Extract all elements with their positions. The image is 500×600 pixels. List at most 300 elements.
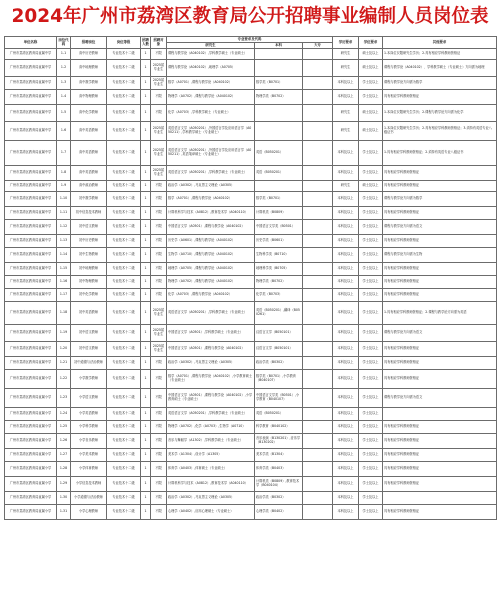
cell-college [303, 263, 333, 276]
cell-unit: 广州市荔湾区教育局直属中学 [5, 60, 57, 77]
cell-bachelor: 中国语言文学类（B0501） [255, 220, 303, 235]
cell-code: 1-22 [57, 370, 71, 389]
cell-college [303, 408, 333, 421]
cell-graduate: 音乐与舞蹈学（A1302）,学科教学硕士（专业硕士） [167, 434, 255, 449]
cell-college [303, 449, 333, 462]
table-row [5, 192, 497, 207]
cell-unit: 广州市荔湾区教育局直属中学 [5, 357, 57, 370]
cell-target: 不限 [151, 477, 167, 492]
cell-other: 具有相应学科教师资格证 [383, 449, 497, 462]
cell-college [303, 77, 333, 90]
cell-bachelor: 英语（B050201） [255, 141, 303, 166]
cell-bachelor: 体育学类（B0403） [255, 462, 303, 477]
cell-code: 1-8 [57, 166, 71, 181]
table-row [5, 389, 497, 408]
cell-graduate: 物理学（A0702）,课程与教学论（A040102） [167, 276, 255, 289]
header-post-level: 岗位等级 [107, 37, 141, 49]
cell-target: 不限 [151, 505, 167, 520]
cell-degree: 硕士及以上 [359, 49, 383, 60]
cell-college [303, 235, 333, 248]
header-recruit-target: 招聘对象 [151, 37, 167, 49]
cell-code: 1-29 [57, 477, 71, 492]
cell-unit: 广州市荔湾区教育局直属小学 [5, 505, 57, 520]
post-table [4, 36, 497, 520]
cell-bachelor [255, 122, 303, 141]
cell-level: 专业技术十二级 [107, 434, 141, 449]
cell-graduate: 英语语言文学（A050201）,学科教学硕士（专业硕士） [167, 166, 255, 181]
cell-college [303, 220, 333, 235]
cell-college [303, 289, 333, 302]
cell-degree: 学士及以上 [359, 389, 383, 408]
cell-code: 1-3 [57, 77, 71, 90]
cell-graduate: 政治学（A0302）,马克思主义理论（A0305） [167, 181, 255, 192]
cell-degree: 学士及以上 [359, 492, 383, 505]
cell-bachelor: 政治学类（B0302） [255, 357, 303, 370]
cell-other: 1.本岗位仅限研究生学历；2.具有相应学科教师资格证；3.须持有英语专业八级证书 [383, 122, 497, 141]
cell-post: 小学音乐教师 [71, 434, 107, 449]
cell-education: 本科及以上 [333, 342, 359, 357]
cell-other: 具有相应学科教师资格证 [383, 370, 497, 389]
cell-target: 2025届毕业生 [151, 60, 167, 77]
cell-college [303, 181, 333, 192]
header-post-code: 岗位代码 [57, 37, 71, 49]
cell-code: 1-11 [57, 207, 71, 220]
cell-num: 1 [141, 49, 151, 60]
table-row [5, 408, 497, 421]
cell-education: 本科及以上 [333, 192, 359, 207]
cell-code: 1-4 [57, 90, 71, 105]
cell-num: 1 [141, 77, 151, 90]
table-row [5, 477, 497, 492]
cell-unit: 广州市荔湾区教育局直属中学 [5, 207, 57, 220]
cell-post: 小学科学教师 [71, 421, 107, 434]
cell-code: 1-30 [57, 492, 71, 505]
table-row [5, 492, 497, 505]
cell-num: 1 [141, 370, 151, 389]
cell-post: 高中历史教师 [71, 49, 107, 60]
cell-num: 1 [141, 122, 151, 141]
cell-num: 1 [141, 276, 151, 289]
cell-unit: 广州市荔湾区教育局直属中学 [5, 166, 57, 181]
table-row [5, 302, 497, 325]
cell-unit: 广州市荔湾区教育局直属中学 [5, 105, 57, 122]
cell-education: 本科及以上 [333, 492, 359, 505]
cell-code: 1-13 [57, 235, 71, 248]
cell-code: 1-27 [57, 449, 71, 462]
cell-college [303, 342, 333, 357]
cell-post: 初中物理教师 [71, 276, 107, 289]
cell-other: 1.具有相应学科教师资格证；2.须持有英语专业八级证书 [383, 141, 497, 166]
cell-college [303, 49, 333, 60]
table-row [5, 325, 497, 342]
cell-code: 1-18 [57, 302, 71, 325]
cell-post: 高中地理教师 [71, 60, 107, 77]
cell-unit: 广州市荔湾区教育局直属小学 [5, 434, 57, 449]
cell-graduate: 物理学（A0702）,化学（A0703）,生物学（A0710） [167, 421, 255, 434]
cell-college [303, 90, 333, 105]
cell-level: 专业技术十二级 [107, 49, 141, 60]
cell-other: 具有相应学科教师资格证 [383, 207, 497, 220]
cell-graduate: 化学（A0703）,课程与教学论（A040102） [167, 289, 255, 302]
cell-degree: 学士及以上 [359, 77, 383, 90]
table-row [5, 289, 497, 302]
table-row [5, 235, 497, 248]
header-degree: 学位要求 [359, 37, 383, 49]
table-row [5, 342, 497, 357]
cell-post: 初中道德与法治教师 [71, 357, 107, 370]
cell-unit: 广州市荔湾区教育局直属中学 [5, 248, 57, 263]
table-row [5, 122, 497, 141]
cell-unit: 广州市荔湾区教育局直属小学 [5, 421, 57, 434]
cell-education: 本科及以上 [333, 462, 359, 477]
cell-post: 小学体育教师 [71, 462, 107, 477]
cell-target: 不限 [151, 207, 167, 220]
cell-level: 专业技术十二级 [107, 276, 141, 289]
cell-degree: 学士及以上 [359, 207, 383, 220]
cell-post: 高中化学教师 [71, 105, 107, 122]
cell-unit: 广州市荔湾区教育局直属中学 [5, 342, 57, 357]
cell-bachelor: 生物科学类（B0710） [255, 248, 303, 263]
table-row [5, 370, 497, 389]
cell-college [303, 192, 333, 207]
cell-unit: 广州市荔湾区教育局直属中学 [5, 77, 57, 90]
cell-graduate: 英语语言文学（A050201）,学科教学硕士（专业硕士） [167, 302, 255, 325]
cell-bachelor: 计算机类（B0809）,教育技术学（B040104） [255, 477, 303, 492]
cell-target: 不限 [151, 263, 167, 276]
cell-target: 不限 [151, 462, 167, 477]
cell-post: 高中政治教师 [71, 181, 107, 192]
cell-target: 不限 [151, 434, 167, 449]
header-major-group: 专业要求及代码 [167, 37, 333, 43]
cell-graduate: 化学（A0703）,学科教学硕士（专业硕士） [167, 105, 255, 122]
cell-bachelor: 英语（B050201） [255, 166, 303, 181]
header-education: 学历要求 [333, 37, 359, 49]
page-title: 2024年广州市荔湾区教育局公开招聘事业编制人员岗位表 [11, 6, 489, 27]
cell-post: 小学心理教师 [71, 505, 107, 520]
cell-education: 本科及以上 [333, 166, 359, 181]
cell-level: 专业技术十二级 [107, 302, 141, 325]
cell-code: 1-12 [57, 220, 71, 235]
cell-degree: 学士及以上 [359, 90, 383, 105]
cell-education: 本科及以上 [333, 421, 359, 434]
cell-num: 1 [141, 90, 151, 105]
cell-degree: 学士及以上 [359, 505, 383, 520]
cell-code: 1-2 [57, 60, 71, 77]
cell-num: 1 [141, 342, 151, 357]
cell-unit: 广州市荔湾区教育局直属中学 [5, 235, 57, 248]
cell-degree: 学士及以上 [359, 357, 383, 370]
cell-post: 初中化学教师 [71, 289, 107, 302]
cell-target: 不限 [151, 235, 167, 248]
cell-education: 本科及以上 [333, 434, 359, 449]
cell-other: 具有相应学科教师资格证 [383, 166, 497, 181]
cell-other: 课程与教学论（A040102）、学科教学硕士（专业硕士）方向需为地理 [383, 60, 497, 77]
cell-level: 专业技术十二级 [107, 105, 141, 122]
cell-unit: 广州市荔湾区教育局直属小学 [5, 449, 57, 462]
cell-bachelor: 科学教育（B040102） [255, 421, 303, 434]
table-row [5, 181, 497, 192]
cell-target: 不限 [151, 421, 167, 434]
cell-level: 专业技术十二级 [107, 77, 141, 90]
cell-education: 本科及以上 [333, 220, 359, 235]
cell-unit: 广州市荔湾区教育局直属小学 [5, 462, 57, 477]
cell-education: 研究生 [333, 122, 359, 141]
cell-bachelor: 地理科学类（B0705） [255, 263, 303, 276]
cell-num: 1 [141, 235, 151, 248]
cell-degree: 学士及以上 [359, 434, 383, 449]
cell-degree: 学士及以上 [359, 302, 383, 325]
cell-bachelor: 数学类（B0701） [255, 192, 303, 207]
cell-graduate: 中国语言文学（A0501）,课程与教学论（A040102） [167, 220, 255, 235]
table-row [5, 421, 497, 434]
cell-education: 本科及以上 [333, 289, 359, 302]
cell-college [303, 122, 333, 141]
cell-num: 1 [141, 408, 151, 421]
cell-education: 研究生 [333, 105, 359, 122]
cell-num: 1 [141, 141, 151, 166]
cell-code: 1-31 [57, 505, 71, 520]
cell-degree: 学士及以上 [359, 462, 383, 477]
table-row [5, 220, 497, 235]
cell-graduate: 英语语言文学（A050201）,外国语言学及应用语言学（A050211）,学科教学硕士（专业硕士） [167, 122, 255, 141]
cell-college [303, 505, 333, 520]
cell-level: 专业技术十二级 [107, 192, 141, 207]
cell-graduate: 数学（A0701）,课程与教学论（A040102） [167, 192, 255, 207]
cell-post: 高中英语教师 [71, 122, 107, 141]
cell-graduate: 心理学（A0402）,应用心理硕士（专业硕士） [167, 505, 255, 520]
cell-level: 专业技术十二级 [107, 492, 141, 505]
cell-degree: 学士及以上 [359, 477, 383, 492]
cell-college [303, 207, 333, 220]
cell-target: 不限 [151, 289, 167, 302]
table-row [5, 105, 497, 122]
cell-code: 1-17 [57, 289, 71, 302]
cell-bachelor: 汉语言文学（B050101） [255, 342, 303, 357]
cell-code: 1-15 [57, 263, 71, 276]
cell-other: 课程与教学论方向需为语文 [383, 325, 497, 342]
cell-target: 不限 [151, 248, 167, 263]
table-row [5, 462, 497, 477]
cell-num: 1 [141, 434, 151, 449]
cell-unit: 广州市荔湾区教育局直属中学 [5, 90, 57, 105]
cell-education: 本科及以上 [333, 207, 359, 220]
cell-unit: 广州市荔湾区教育局直属小学 [5, 492, 57, 505]
cell-target: 2025届毕业生 [151, 166, 167, 181]
cell-target: 不限 [151, 389, 167, 408]
cell-degree: 硕士及以上 [359, 122, 383, 141]
cell-graduate: 数学（A0701）,课程与教学论（A040102） [167, 77, 255, 90]
cell-college [303, 60, 333, 77]
cell-bachelor: 政治学类（B0302） [255, 492, 303, 505]
cell-num: 1 [141, 192, 151, 207]
cell-graduate: 中国语言文学（A0501）,学科教学硕士（专业硕士） [167, 325, 255, 342]
cell-education: 本科及以上 [333, 248, 359, 263]
cell-bachelor: 物理学类（B0702） [255, 276, 303, 289]
cell-target: 不限 [151, 105, 167, 122]
cell-post: 初中数学教师 [71, 192, 107, 207]
header-post-name: 招聘岗位 [71, 37, 107, 49]
cell-other: 1.本岗位仅限研究生学历；2.课程与教学论方向需为化学 [383, 105, 497, 122]
cell-degree: 学士及以上 [359, 449, 383, 462]
cell-degree: 学士及以上 [359, 370, 383, 389]
cell-code: 1-25 [57, 421, 71, 434]
cell-college [303, 389, 333, 408]
cell-bachelor: 数学类（B0701） [255, 77, 303, 90]
cell-education: 本科及以上 [333, 235, 359, 248]
cell-level: 专业技术十二级 [107, 477, 141, 492]
cell-level: 专业技术十二级 [107, 325, 141, 342]
cell-bachelor [255, 181, 303, 192]
cell-college [303, 325, 333, 342]
cell-level: 专业技术十二级 [107, 449, 141, 462]
cell-graduate: 数学（A0701）,课程与教学论（A040102）,小学教育硕士（专业硕士） [167, 370, 255, 389]
cell-num: 1 [141, 207, 151, 220]
cell-bachelor: 英语（B050201） [255, 408, 303, 421]
cell-unit: 广州市荔湾区教育局直属小学 [5, 389, 57, 408]
cell-bachelor: 美术学类（B1304） [255, 449, 303, 462]
cell-num: 1 [141, 421, 151, 434]
cell-target: 2025届毕业生 [151, 77, 167, 90]
cell-post: 小学语文教师 [71, 389, 107, 408]
cell-code: 1-7 [57, 141, 71, 166]
table-row [5, 141, 497, 166]
cell-other: 具有相应学科教师资格证 [383, 289, 497, 302]
cell-unit: 广州市荔湾区教育局直属中学 [5, 220, 57, 235]
table-header [5, 37, 497, 49]
cell-target: 2025届毕业生 [151, 122, 167, 141]
cell-num: 1 [141, 505, 151, 520]
cell-education: 研究生 [333, 60, 359, 77]
cell-graduate: 体育学（A0403）,体育硕士（专业硕士） [167, 462, 255, 477]
cell-other [383, 492, 497, 505]
cell-post: 初中英语教师 [71, 302, 107, 325]
cell-level: 专业技术十二级 [107, 220, 141, 235]
cell-education: 本科及以上 [333, 449, 359, 462]
table-row [5, 77, 497, 90]
cell-bachelor [255, 105, 303, 122]
cell-degree: 学士及以上 [359, 141, 383, 166]
cell-code: 1-19 [57, 325, 71, 342]
cell-level: 专业技术十二级 [107, 181, 141, 192]
cell-post: 高中英语教师 [71, 141, 107, 166]
cell-other: 具有相应学科教师资格证 [383, 276, 497, 289]
cell-num: 1 [141, 477, 151, 492]
cell-post: 小学数学教师 [71, 370, 107, 389]
cell-education: 本科及以上 [333, 505, 359, 520]
header-other: 其他要求 [383, 37, 497, 49]
cell-graduate: 中国语言文学（A0501）,课程与教学论（A040102）,小学教育硕士（专业硕士） [167, 389, 255, 408]
cell-education: 本科及以上 [333, 370, 359, 389]
cell-college [303, 302, 333, 325]
cell-degree: 硕士及以上 [359, 105, 383, 122]
cell-college [303, 357, 333, 370]
cell-graduate: 美术学（A1304）,设计学（A1305） [167, 449, 255, 462]
cell-level: 专业技术十二级 [107, 235, 141, 248]
cell-level: 专业技术十二级 [107, 263, 141, 276]
header-college: 大专 [303, 43, 333, 49]
cell-target: 不限 [151, 357, 167, 370]
cell-unit: 广州市荔湾区教育局直属中学 [5, 181, 57, 192]
cell-education: 本科及以上 [333, 263, 359, 276]
cell-other [383, 408, 497, 421]
cell-education: 本科及以上 [333, 276, 359, 289]
cell-graduate: 英语语言文学（A050201）,外国语言学及应用语言学（A050211）,英语笔译硕士（专业硕士） [167, 141, 255, 166]
cell-target: 不限 [151, 220, 167, 235]
cell-college [303, 248, 333, 263]
header-bachelor: 本科 [255, 43, 303, 49]
cell-code: 1-14 [57, 248, 71, 263]
cell-bachelor: 化学类（B0703） [255, 289, 303, 302]
cell-num: 1 [141, 166, 151, 181]
cell-code: 1-9 [57, 181, 71, 192]
table-row [5, 60, 497, 77]
table-row [5, 49, 497, 60]
cell-unit: 广州市荔湾区教育局直属中学 [5, 122, 57, 141]
cell-unit: 广州市荔湾区教育局直属中学 [5, 276, 57, 289]
cell-code: 1-6 [57, 122, 71, 141]
cell-other: 课程与教学论方向需为语文 [383, 389, 497, 408]
cell-graduate: 物理学（A0702）,课程与教学论（A040102） [167, 90, 255, 105]
cell-level: 专业技术十二级 [107, 370, 141, 389]
cell-other: 具有相应学科教师资格证 [383, 357, 497, 370]
header-recruit-count: 招聘人数 [141, 37, 151, 49]
cell-other: 具有相应学科教师资格证 [383, 462, 497, 477]
cell-bachelor [255, 60, 303, 77]
cell-target: 不限 [151, 408, 167, 421]
cell-education: 研究生 [333, 49, 359, 60]
cell-other: 具有相应学科教师资格证 [383, 235, 497, 248]
cell-code: 1-20 [57, 342, 71, 357]
cell-education: 本科及以上 [333, 357, 359, 370]
cell-degree: 学士及以上 [359, 192, 383, 207]
cell-post: 初中语文教师 [71, 325, 107, 342]
cell-code: 1-10 [57, 192, 71, 207]
cell-bachelor: 中国语言文学类（B0501）,小学教育（B040107） [255, 389, 303, 408]
cell-degree: 学士及以上 [359, 220, 383, 235]
cell-graduate: 英语语言文学（A050201）,学科教学硕士（专业硕士） [167, 408, 255, 421]
cell-graduate: 政治学（A0302）,马克思主义理论（A0305） [167, 357, 255, 370]
cell-other: 具有相应学科教师资格证 [383, 434, 497, 449]
cell-unit: 广州市荔湾区教育局直属小学 [5, 477, 57, 492]
cell-post: 高中英语教师 [71, 166, 107, 181]
cell-post: 初中信息技术教师 [71, 207, 107, 220]
cell-num: 1 [141, 492, 151, 505]
cell-college [303, 105, 333, 122]
cell-other: 课程与教学论方向需为数学 [383, 192, 497, 207]
cell-num: 1 [141, 357, 151, 370]
cell-bachelor: 计算机类（B0809） [255, 207, 303, 220]
cell-graduate: 计算机科学与技术（A0812）,教育技术学（A040110） [167, 477, 255, 492]
cell-other: 具有相应学科教师资格证 [383, 505, 497, 520]
cell-unit: 广州市荔湾区教育局直属中学 [5, 302, 57, 325]
cell-post: 初中历史教师 [71, 235, 107, 248]
cell-target: 2025届毕业生 [151, 141, 167, 166]
cell-level: 专业技术十二级 [107, 122, 141, 141]
header-unit-name: 单位名称 [5, 37, 57, 49]
cell-post: 高中数学教师 [71, 77, 107, 90]
cell-num: 1 [141, 389, 151, 408]
cell-degree: 学士及以上 [359, 342, 383, 357]
cell-college [303, 370, 333, 389]
cell-level: 专业技术十二级 [107, 289, 141, 302]
cell-level: 专业技术十二级 [107, 389, 141, 408]
cell-target: 不限 [151, 49, 167, 60]
cell-post: 初中生物教师 [71, 248, 107, 263]
cell-degree: 学士及以上 [359, 289, 383, 302]
cell-bachelor: 汉语言文学（B050101） [255, 325, 303, 342]
cell-target: 2025届毕业生 [151, 342, 167, 357]
cell-post: 小学信息技术教师 [71, 477, 107, 492]
